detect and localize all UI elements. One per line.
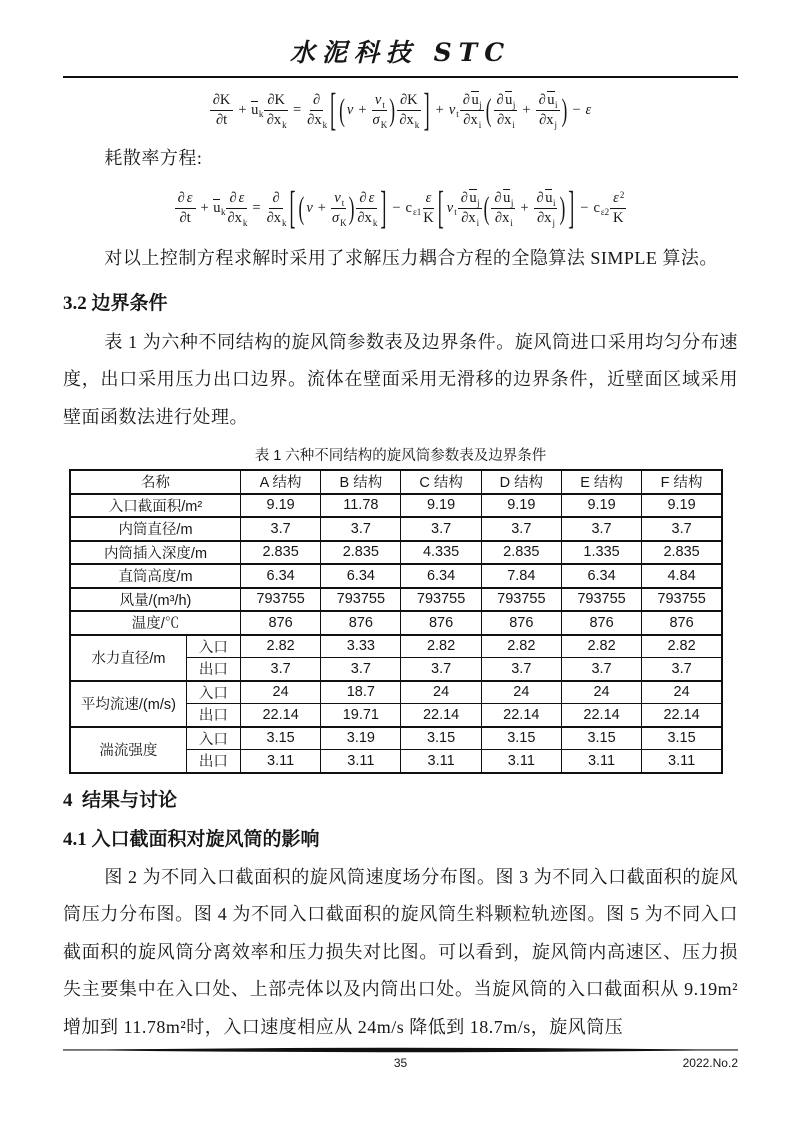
value-cell: 3.7	[401, 658, 481, 681]
table-row	[70, 564, 722, 588]
header-rule	[63, 76, 738, 78]
value-cell: 3.7	[561, 658, 641, 681]
section-3-2-heading: 3.2 边界条件	[63, 292, 168, 314]
value-cell: 3.11	[241, 750, 321, 773]
section-3-2-paragraph: 表 1 为六种不同结构的旋风筒参数表及边界条件。旋风筒进口采用均匀分布速度，出口采用压力出口边界。流体在壁面采用无滑移的边界条件，近壁面区域采用壁面函数法进行处理。	[63, 331, 738, 427]
value-cell: 876	[401, 611, 481, 635]
value-cell: 3.11	[642, 750, 722, 773]
table-row	[70, 541, 722, 565]
value-cell: 1.335	[561, 541, 641, 565]
table-row	[70, 494, 722, 518]
value-cell: 3.7	[241, 658, 321, 681]
table-row	[70, 681, 722, 704]
value-cell: 2.82	[241, 635, 321, 658]
column-header: E 结构	[561, 470, 641, 494]
sub-row-label: 入口	[186, 635, 240, 658]
value-cell: 876	[321, 611, 401, 635]
value-cell: 876	[561, 611, 641, 635]
value-cell: 24	[642, 681, 722, 704]
value-cell: 3.15	[481, 727, 561, 750]
table-row	[70, 635, 722, 658]
value-cell: 24	[241, 681, 321, 704]
value-cell: 19.71	[321, 704, 401, 727]
dissipation-equation-label: 耗散率方程:	[104, 148, 203, 168]
section-4-heading: 4 结果与讨论	[63, 789, 178, 811]
value-cell: 4.84	[642, 564, 722, 588]
value-cell: 11.78	[321, 494, 401, 518]
sub-row-label: 入口	[186, 681, 240, 704]
footer-rule	[63, 1046, 738, 1054]
value-cell: 22.14	[561, 704, 641, 727]
row-label: 内筒插入深度/m	[70, 541, 241, 565]
column-header: D 结构	[481, 470, 561, 494]
table-header-row	[70, 470, 722, 494]
value-cell: 3.15	[401, 727, 481, 750]
value-cell: 793755	[241, 588, 321, 612]
k-transport-equation: $\frac{\partial K}{\partial t}$ + u k $\frac{\partial K}{\partial xk}$ = $\frac{\partial}{\partial xk}$ [ ( ν + $\frac{\nu t}{\sigma K}$ ) $\frac{\partial K}{\partial xk}$ ] + ν t $\frac{\partial uj}{\partial xi}$ ( $\frac{\partial uj}{\partial xi}$ + $\frac{\partial ui}{\partial xj}$ ) − ε	[63, 80, 738, 140]
table-row	[70, 588, 722, 612]
value-cell: 6.34	[401, 564, 481, 588]
column-header: B 结构	[321, 470, 401, 494]
value-cell: 9.19	[241, 494, 321, 518]
row-label: 入口截面积/m²	[70, 494, 241, 518]
value-cell: 2.82	[561, 635, 641, 658]
page-footer	[63, 1046, 738, 1071]
value-cell: 22.14	[481, 704, 561, 727]
value-cell: 24	[561, 681, 641, 704]
sub-row-label: 出口	[186, 704, 240, 727]
value-cell: 2.835	[481, 541, 561, 565]
row-label: 直筒高度/m	[70, 564, 241, 588]
value-cell: 3.7	[401, 517, 481, 541]
value-cell: 2.82	[401, 635, 481, 658]
row-label: 平均流速/(m/s)	[70, 681, 186, 727]
value-cell: 4.335	[401, 541, 481, 565]
column-header: 名称	[70, 470, 241, 494]
column-header: C 结构	[401, 470, 481, 494]
value-cell: 3.7	[561, 517, 641, 541]
value-cell: 7.84	[481, 564, 561, 588]
sub-row-label: 出口	[186, 750, 240, 773]
value-cell: 2.835	[642, 541, 722, 565]
issue-label: 2022.No.2	[682, 1056, 738, 1070]
value-cell: 22.14	[642, 704, 722, 727]
cyclone-parameter-table	[69, 469, 723, 774]
value-cell: 3.33	[321, 635, 401, 658]
value-cell: 3.7	[642, 658, 722, 681]
table-row	[70, 517, 722, 541]
value-cell: 3.11	[481, 750, 561, 773]
value-cell: 793755	[321, 588, 401, 612]
value-cell: 876	[481, 611, 561, 635]
value-cell: 3.11	[401, 750, 481, 773]
value-cell: 3.7	[481, 517, 561, 541]
value-cell: 9.19	[401, 494, 481, 518]
value-cell: 3.19	[321, 727, 401, 750]
value-cell: 22.14	[401, 704, 481, 727]
value-cell: 6.34	[321, 564, 401, 588]
section-4-1-paragraph: 图 2 为不同入口截面积的旋风筒速度场分布图。图 3 为不同入口截面积的旋风筒压力分布图。图 4 为不同入口截面积的旋风筒生料颗粒轨迹图。图 5 为不同入口截面积的旋风筒分离效率和压力损失对比图。可以看到，旋风筒内高速区、压力损失主要集中在入口处、上部壳体以及内筒出口处。当旋风筒的入口截面积从 9.19m²增加到 11.78m²时，入口速度相应从 24m/s 降低到 18.7m/s，旋风筒压	[63, 866, 738, 1037]
value-cell: 6.34	[561, 564, 641, 588]
value-cell: 24	[401, 681, 481, 704]
journal-header	[63, 0, 738, 69]
value-cell: 2.82	[481, 635, 561, 658]
value-cell: 2.835	[321, 541, 401, 565]
epsilon-transport-equation: $\frac{\partial \varepsilon}{\partial t}$ + u k $\frac{\partial \varepsilon}{\partial xk}$ = $\frac{\partial}{\partial xk}$ [ ( ν + $\frac{\nu t}{\sigma K}$ ) $\frac{\partial \varepsilon}{\partial xk}$ ] − c ε1 $\frac{\varepsilon}{K}$ [ ν t $\frac{\partial uj}{\partial xi}$ ( $\frac{\partial uj}{\partial xi}$ + $\frac{\partial ui}{\partial xj}$ ) ] − c ε2 $\frac{\varepsilon 2}{K}$	[63, 176, 738, 240]
table-row	[70, 727, 722, 750]
value-cell: 793755	[481, 588, 561, 612]
value-cell: 2.835	[241, 541, 321, 565]
sub-row-label: 出口	[186, 658, 240, 681]
value-cell: 3.7	[642, 517, 722, 541]
value-cell: 793755	[401, 588, 481, 612]
row-label: 温度/℃	[70, 611, 241, 635]
value-cell: 24	[481, 681, 561, 704]
page-number: 35	[393, 1056, 408, 1070]
value-cell: 3.15	[642, 727, 722, 750]
value-cell: 793755	[642, 588, 722, 612]
column-header: A 结构	[241, 470, 321, 494]
simple-algorithm-paragraph: 对以上控制方程求解时采用了求解压力耦合方程的全隐算法 SIMPLE 算法。	[104, 248, 718, 268]
value-cell: 793755	[561, 588, 641, 612]
table-row	[70, 611, 722, 635]
row-label: 水力直径/m	[70, 635, 186, 681]
value-cell: 3.7	[241, 517, 321, 541]
value-cell: 3.11	[321, 750, 401, 773]
value-cell: 3.11	[561, 750, 641, 773]
value-cell: 18.7	[321, 681, 401, 704]
value-cell: 9.19	[642, 494, 722, 518]
journal-title: 水泥科技 STC	[289, 38, 512, 67]
sub-row-label: 入口	[186, 727, 240, 750]
value-cell: 2.82	[642, 635, 722, 658]
value-cell: 22.14	[241, 704, 321, 727]
section-4-1-heading: 4.1 入口截面积对旋风筒的影响	[63, 828, 320, 850]
row-label: 湍流强度	[70, 727, 186, 773]
value-cell: 6.34	[241, 564, 321, 588]
value-cell: 3.15	[561, 727, 641, 750]
table-caption: 表 1 六种不同结构的旋风筒参数表及边界条件	[254, 448, 547, 464]
content-column	[63, 0, 738, 1046]
value-cell: 876	[642, 611, 722, 635]
value-cell: 9.19	[481, 494, 561, 518]
value-cell: 9.19	[561, 494, 641, 518]
value-cell: 876	[241, 611, 321, 635]
column-header: F 结构	[642, 470, 722, 494]
row-label: 内筒直径/m	[70, 517, 241, 541]
value-cell: 3.7	[321, 517, 401, 541]
value-cell: 3.7	[481, 658, 561, 681]
value-cell: 3.7	[321, 658, 401, 681]
value-cell: 3.15	[241, 727, 321, 750]
row-label: 风量/(m³/h)	[70, 588, 241, 612]
footer-row	[63, 1055, 738, 1071]
